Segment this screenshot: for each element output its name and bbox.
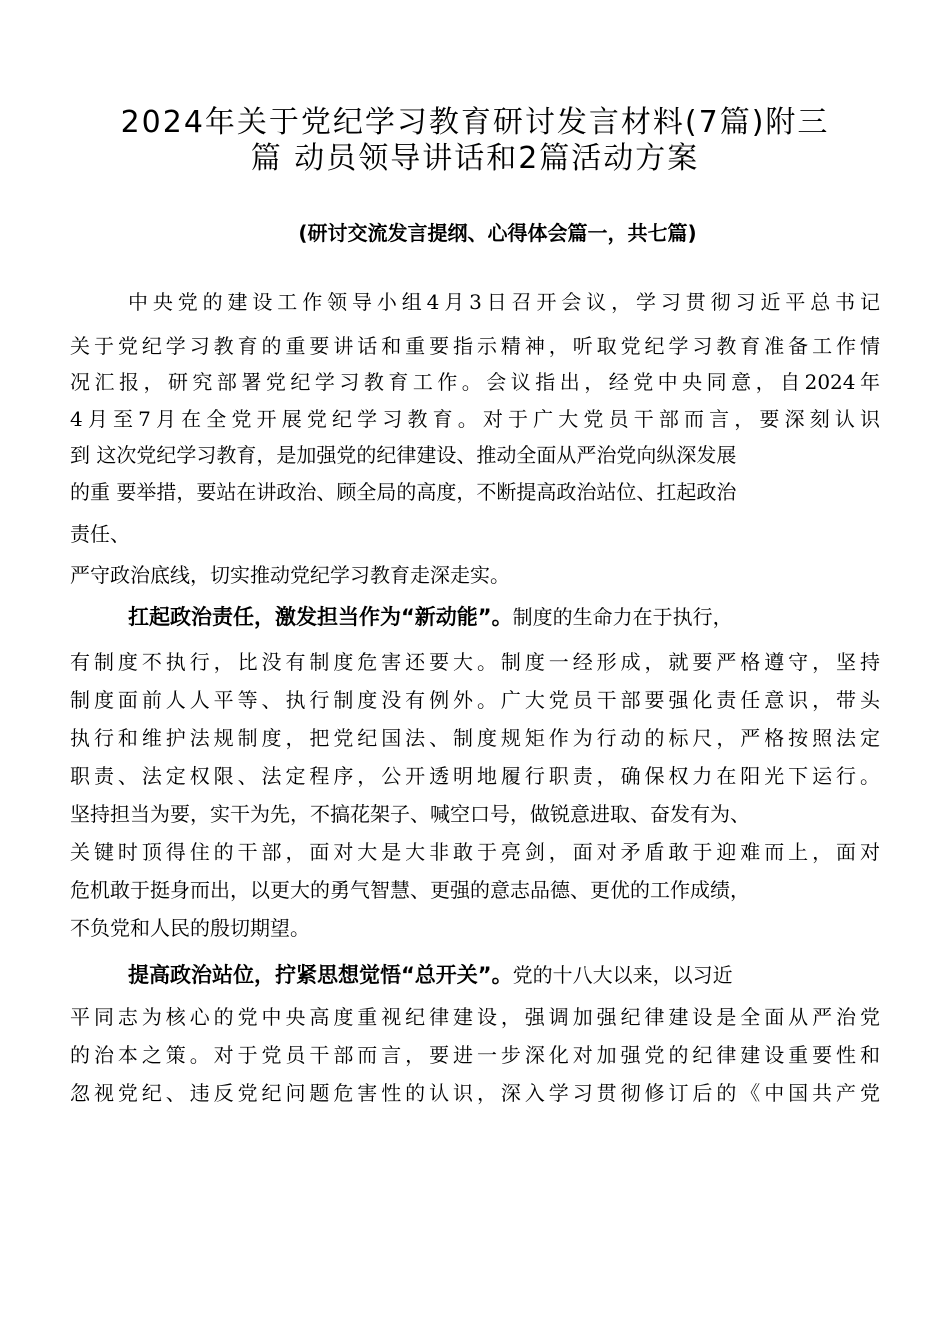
- intro-line-5: 到 这次党纪学习教育，是加强党的纪律建设、推动全面从严治党向纵深发展: [70, 443, 737, 467]
- intro-line-2: 关于党纪学习教育的重要讲话和重要指示精神，听取党纪学习教育准备工作情: [70, 334, 880, 358]
- section1-line-8: 不负党和人民的殷切期望。: [70, 916, 310, 940]
- section1-line-3: 执行和维护法规制度，把党纪国法、制度规矩作为行动的标尺，严格按照法定: [70, 726, 880, 750]
- section1-line-5: 坚持担当为要，实干为先，不搞花架子、喊空口号，做锐意进取、奋发有为、: [70, 802, 750, 826]
- section2-first-line: [128, 960, 880, 990]
- section1-line-4: 职责、法定权限、法定程序，公开透明地履行职责，确保权力在阳光下运行。: [70, 764, 880, 788]
- section2-line-3: 忽视党纪、违反党纪问题危害性的认识，深入学习贯彻修订后的《中国共产党: [70, 1081, 880, 1105]
- section1-line-6: 关键时顶得住的干部，面对大是大非敢于亮剑，面对矛盾敢于迎难而上，面对: [70, 840, 880, 864]
- section1-line-2: 制度面前人人平等、执行制度没有例外。广大党员干部要强化责任意识，带头: [70, 688, 880, 712]
- section1-line-1: 有制度不执行，比没有制度危害还要大。制度一经形成，就要严格遵守，坚持: [70, 650, 880, 674]
- document-subtitle: (研讨交流发言提纲、心得体会篇一，共七篇): [298, 221, 697, 245]
- section1-first-text: 制度的生命力在于执行，: [512, 605, 733, 629]
- document-title-line1: 2024年关于党纪学习教育研讨发言材料(7篇)附三: [120, 105, 830, 140]
- document-title-line2: 篇 动员领导讲话和2篇活动方案: [250, 141, 700, 176]
- section2-first-text: 党的十八大以来，以习近: [512, 963, 733, 987]
- intro-line-8: 严守政治底线，切实推动党纪学习教育走深走实。: [70, 563, 510, 587]
- section1-line-7: 危机敢于挺身而出，以更大的勇气智慧、更强的意志品德、更优的工作成绩，: [70, 878, 750, 902]
- section2-line-2: 的治本之策。对于党员干部而言，要进一步深化对加强党的纪律建设重要性和: [70, 1043, 880, 1067]
- intro-line-1: 中央党的建设工作领导小组4月3日召开会议，学习贯彻习近平总书记: [128, 290, 880, 314]
- section2-lead: 提高政治站位，拧紧思想觉悟“总开关”。: [128, 963, 513, 987]
- intro-line-3: 况汇报，研究部署党纪学习教育工作。会议指出，经党中央同意，自2024年: [70, 370, 880, 394]
- section1-first-line: [128, 602, 880, 632]
- intro-line-6: 的重 要举措，要站在讲政治、顾全局的高度，不断提高政治站位、扛起政治: [70, 480, 737, 504]
- section1-lead: 扛起政治责任，激发担当作为“新动能”。: [128, 605, 513, 629]
- intro-line-7: 责任、: [70, 522, 130, 546]
- section2-line-1: 平同志为核心的党中央高度重视纪律建设，强调加强纪律建设是全面从严治党: [70, 1005, 880, 1029]
- intro-line-4: 4月至7月在全党开展党纪学习教育。对于广大党员干部而言，要深刻认识: [70, 407, 880, 431]
